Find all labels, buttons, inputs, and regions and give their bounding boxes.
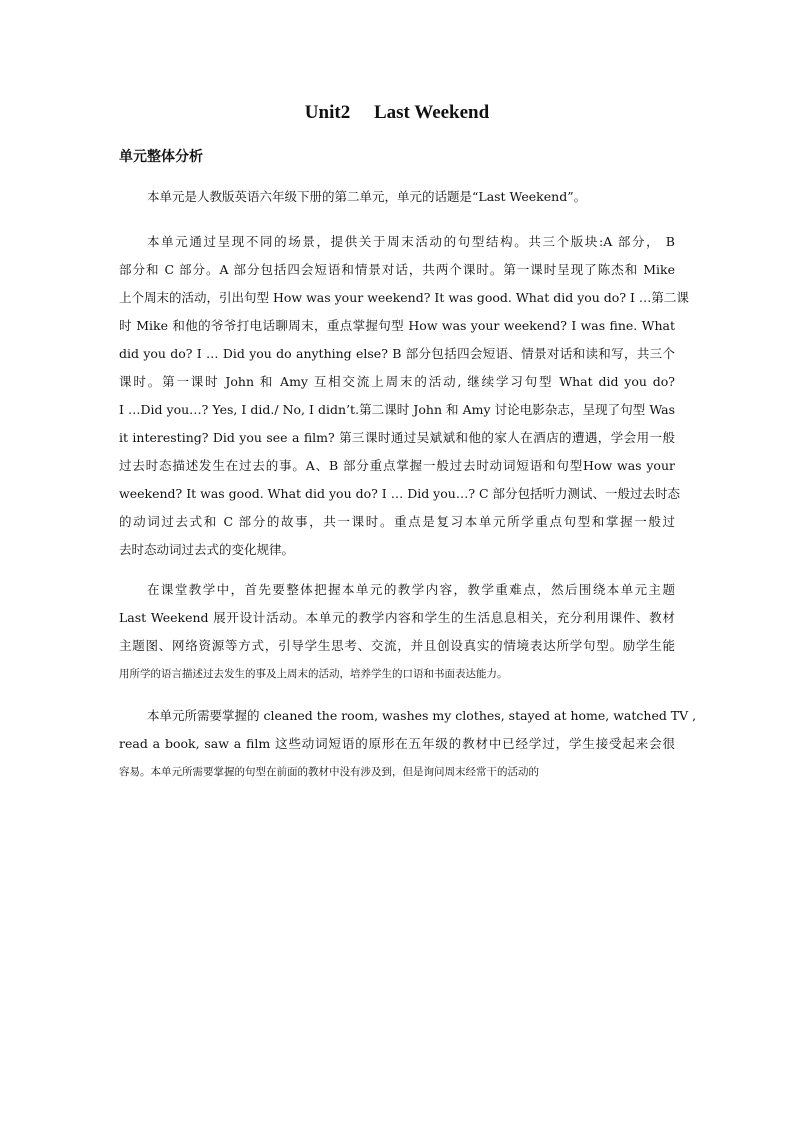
paragraph-line: 本单元是人教版英语六年级下册的第二单元，单元的话题是“Last Weekend”。	[147, 189, 587, 204]
paragraph-line: I …Did you…? Yes, I did./ No, I didn’t.第二课时 John 和 Amy 讨论电影杂志，呈现了句型 Was	[119, 402, 675, 417]
paragraph-line: 主题图、网络资源等方式，引导学生思考、交流，并且创设真实的情境表达所学句型。励学生能	[119, 638, 675, 653]
paragraph-line: read a book, saw a film 这些动词短语的原形在五年级的教材中已经学过，学生接受起来会很	[119, 736, 675, 751]
paragraph-line: 时 Mike 和他的爷爷打电话聊周末，重点掌握句型 How was your weekend? I was fine. What	[119, 318, 675, 333]
paragraph-line: 部分和 C 部分。A 部分包括四会短语和情景对话，共两个课时。第一课时呈现了陈杰和 Mike	[119, 262, 675, 277]
paragraph-line: 在课堂教学中，首先要整体把握本单元的教学内容，教学重难点，然后围绕本单元主题	[147, 582, 675, 597]
paragraph-line: 容易。本单元所需要掌握的句型在前面的教材中没有涉及到，但是询问周末经常干的活动的	[119, 766, 539, 778]
paragraph-line: 本单元通过呈现不同的场景，提供关于周末活动的句型结构。共三个版块:A 部分， B	[147, 234, 675, 249]
paragraph-line: 上个周末的活动，引出句型 How was your weekend? It was good. What did you do? I …第二课	[119, 290, 689, 305]
paragraph-line: 课时。第一课时 John 和 Amy 互相交流上周末的活动, 继续学习句型 What did you do?	[119, 374, 675, 389]
paragraph-line: 本单元所需要掌握的 cleaned the room, washes my clothes, stayed at home, watched TV ,	[147, 708, 697, 723]
paragraph-line: Last Weekend 展开设计活动。本单元的教学内容和学生的生活息息相关，充分利用课件、教材	[119, 610, 675, 625]
section-heading: 单元整体分析	[119, 149, 203, 165]
document-title: Unit2 Last Weekend	[304, 102, 490, 123]
paragraph-line: 的动词过去式和 C 部分的故事，共一课时。重点是复习本单元所学重点句型和掌握一般过	[119, 514, 675, 529]
paragraph-line: 用所学的语言描述过去发生的事及上周末的活动，培养学生的口语和书面表达能力。	[119, 668, 508, 680]
paragraph-line: 去时态动词过去式的变化规律。	[119, 542, 295, 557]
paragraph-line: did you do? I … Did you do anything else? B 部分包括四会短语、情景对话和读和写，共三个	[119, 346, 675, 361]
paragraph-line: 过去时态描述发生在过去的事。A、B 部分重点掌握一般过去时动词短语和句型How was your	[119, 458, 675, 473]
paragraph-line: weekend? It was good. What did you do? I … Did you…? C 部分包括听力测试、一般过去时态	[119, 486, 681, 501]
paragraph-line: it interesting? Did you see a film? 第三课时通过吴斌斌和他的家人在酒店的遭遇，学会用一般	[119, 430, 675, 445]
